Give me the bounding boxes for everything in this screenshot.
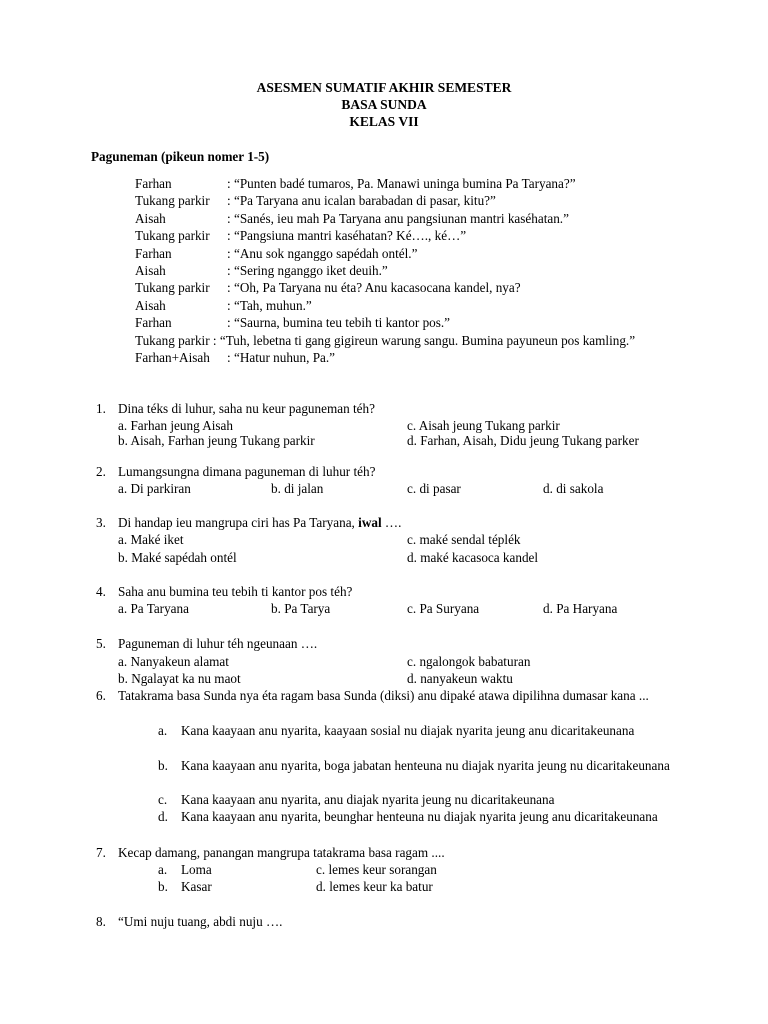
dialog-speaker: Farhan+Aisah	[135, 350, 210, 366]
option-label: d.	[158, 809, 168, 824]
dialog-speaker: Tukang parkir	[135, 332, 210, 348]
option-d: d. maké kacasoca kandel	[407, 550, 539, 565]
dialog-utterance: : “Tuh, lebetna ti gang gigireun warung sangu. Bumina payuneun pos kamling.”	[212, 332, 636, 348]
option-label: a.	[158, 862, 168, 877]
option-a: a. Maké iket	[118, 532, 184, 547]
dialog-speaker: Tukang parkir	[135, 228, 210, 244]
question-text: Saha anu bumina teu tebih ti kantor pos téh?	[118, 584, 353, 599]
option-b: b. di jalan	[271, 481, 324, 496]
dialog-utterance: : “Sanés, ieu mah Pa Taryana anu pangsiunan mantri kaséhatan.”	[227, 210, 569, 226]
dialog-line	[135, 314, 677, 331]
dialog-speaker: Farhan	[135, 245, 172, 261]
question-text: Tatakrama basa Sunda nya éta ragam basa Sunda (diksi) anu dipaké atawa dipilihna dumasar kana ...	[118, 688, 649, 703]
option-c: c. Pa Suryana	[407, 601, 480, 616]
dialog-line	[135, 297, 677, 314]
option-b: b. Maké sapédah ontél	[118, 550, 237, 565]
option-d: d. Pa Haryana	[543, 601, 618, 616]
dialog-utterance: : “Hatur nuhun, Pa.”	[227, 350, 336, 366]
dialog-utterance: : “Sering nganggo iket deuih.”	[227, 263, 388, 279]
option-c: c. ngalongok babaturan	[407, 654, 531, 669]
option-c: c. Aisah jeung Tukang parkir	[407, 418, 560, 433]
dialog-speaker: Tukang parkir	[135, 280, 210, 296]
option-a: a. Farhan jeung Aisah	[118, 418, 233, 433]
option-b: b. Aisah, Farhan jeung Tukang parkir	[118, 433, 315, 448]
question-text	[118, 514, 401, 531]
option-label: b.	[158, 879, 168, 894]
option-d: d. lemes keur ka batur	[316, 879, 433, 894]
question-text: “Umi nuju tuang, abdi nuju ….	[118, 914, 283, 929]
dialog-line	[135, 349, 677, 366]
option-b: Kana kaayaan anu nyarita, boga jabatan henteuna nu diajak nyarita jeung nu dicaritakeunana	[181, 758, 670, 773]
dialog-line	[135, 227, 677, 244]
option-b: b. Ngalayat ka nu maot	[118, 671, 241, 686]
option-label: b.	[158, 758, 168, 773]
question-number: 3.	[96, 515, 106, 530]
option-a: Loma	[181, 862, 212, 877]
option-d: d. di sakola	[543, 481, 604, 496]
option-d: Kana kaayaan anu nyarita, beunghar henteuna nu diajak nyarita jeung anu dicaritakeunana	[181, 809, 658, 824]
question-number: 4.	[96, 584, 106, 599]
option-label: c.	[158, 792, 168, 807]
dialog-speaker: Aisah	[135, 210, 166, 226]
dialog-line	[135, 175, 677, 192]
option-d: d. Farhan, Aisah, Didu jeung Tukang parker	[407, 433, 639, 448]
question-stem: Di handap ieu mangrupa ciri has Pa Taryana,	[118, 515, 355, 530]
option-c: Kana kaayaan anu nyarita, anu diajak nyarita jeung nu dicaritakeunana	[181, 792, 555, 807]
option-c: c. lemes keur sorangan	[316, 862, 437, 877]
dialog-utterance: : “Tah, muhun.”	[227, 297, 312, 313]
dialog-speaker: Farhan	[135, 176, 172, 191]
question-number: 2.	[96, 464, 106, 479]
question-text: Paguneman di luhur téh ngeunaan ….	[118, 636, 318, 651]
class-title: KELAS VII	[349, 114, 419, 129]
dialog-utterance: : “Oh, Pa Taryana nu éta? Anu kacasocana kandel, nya?	[227, 280, 521, 296]
dialog-speaker: Aisah	[135, 263, 166, 279]
question-text: Dina téks di luhur, saha nu keur paguneman téh?	[118, 401, 375, 416]
dialog-line	[135, 192, 677, 209]
dialog-utterance: : “Pangsiuna mantri kaséhatan? Ké…., ké…”	[227, 228, 467, 244]
option-a: a. Pa Taryana	[118, 601, 189, 616]
question-emphasis: iwal	[358, 515, 382, 530]
dialog-utterance: : “Saurna, bumina teu tebih ti kantor pos.”	[227, 315, 451, 331]
option-b: b. Pa Tarya	[271, 601, 331, 616]
option-b: Kasar	[181, 879, 212, 894]
dialog-speaker: Farhan	[135, 315, 172, 331]
question-number: 8.	[96, 914, 106, 929]
dialog-line-wrapped	[135, 332, 677, 349]
dialog-speaker: Tukang parkir	[135, 193, 210, 209]
option-label: a.	[158, 723, 168, 738]
option-a: a. Di parkiran	[118, 481, 191, 496]
dialog-line	[135, 245, 677, 262]
dialog-line	[135, 210, 677, 227]
dialog-utterance: : “Punten badé tumaros, Pa. Manawi uninga bumina Pa Taryana?”	[227, 176, 576, 191]
dialog-speaker: Aisah	[135, 297, 166, 313]
exam-title: ASESMEN SUMATIF AKHIR SEMESTER	[256, 80, 512, 95]
dialog-block	[135, 175, 677, 366]
section-title: Paguneman (pikeun nomer 1-5)	[91, 149, 270, 164]
subject-title: BASA SUNDA	[341, 97, 427, 112]
dialog-utterance: : “Anu sok nganggo sapédah ontél.”	[227, 245, 418, 261]
option-a: a. Nanyakeun alamat	[118, 654, 229, 669]
question-text: Kecap damang, panangan mangrupa tatakrama basa ragam ....	[118, 845, 445, 860]
question-number: 1.	[96, 401, 106, 416]
option-a: Kana kaayaan anu nyarita, kaayaan sosial nu diajak nyarita jeung anu dicaritakeunana	[181, 723, 635, 738]
option-c: c. di pasar	[407, 481, 461, 496]
question-text: Lumangsungna dimana paguneman di luhur téh?	[118, 464, 376, 479]
dialog-utterance: : “Pa Taryana anu icalan barabadan di pasar, kitu?”	[227, 193, 496, 209]
option-d: d. nanyakeun waktu	[407, 671, 513, 686]
option-c: c. maké sendal téplék	[407, 532, 521, 547]
question-number: 5.	[96, 636, 106, 651]
dialog-line	[135, 279, 677, 296]
question-number: 6.	[96, 688, 106, 703]
dialog-line	[135, 262, 677, 279]
question-tail: ….	[384, 515, 402, 530]
question-number: 7.	[96, 845, 106, 860]
